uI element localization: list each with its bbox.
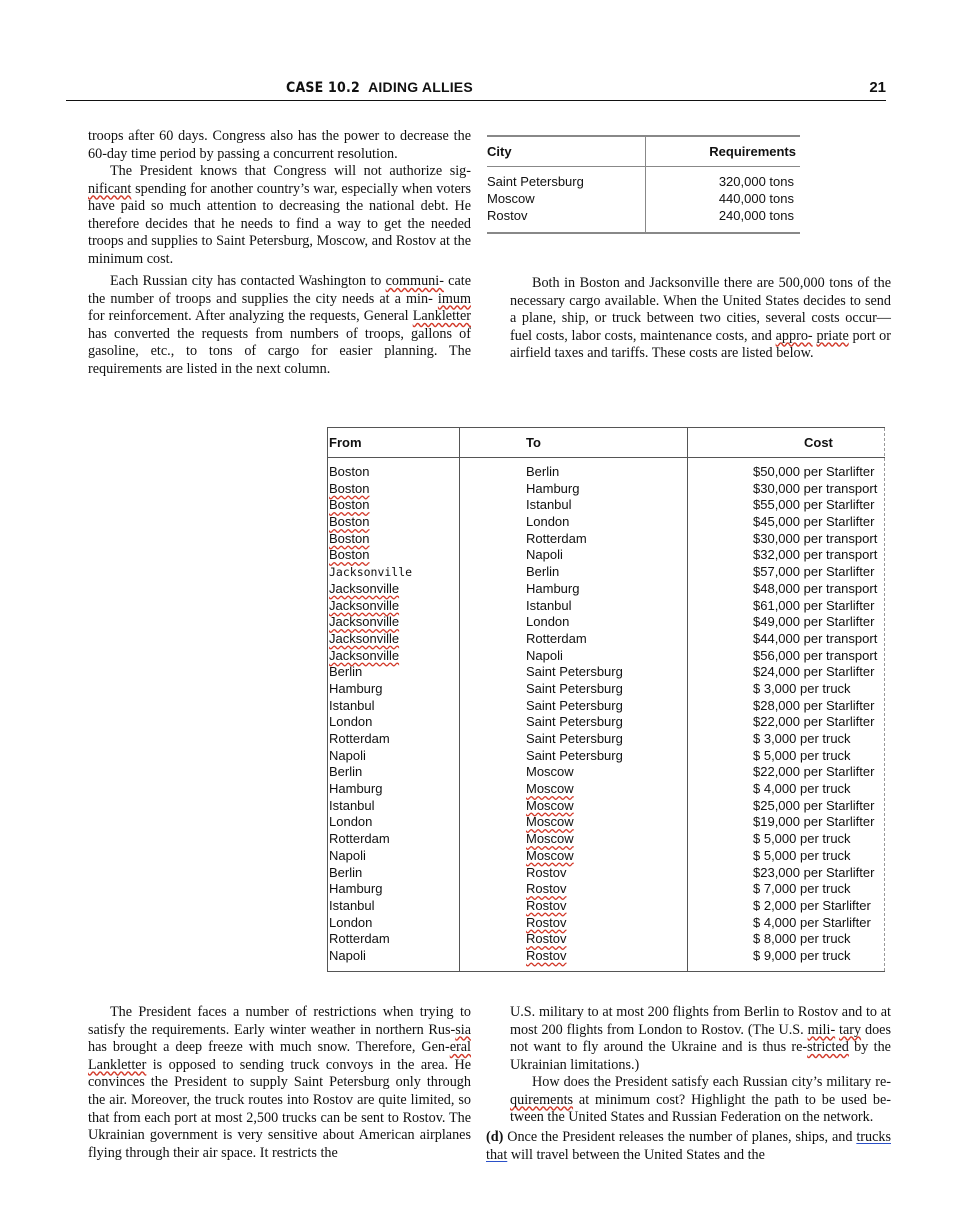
cost-cell: $32,000 per transport — [753, 547, 878, 563]
to-cell: Moscow — [526, 797, 574, 813]
to-cell: Napoli — [526, 547, 563, 563]
cost-cell: $56,000 per transport — [753, 647, 878, 663]
cost-cell: $45,000 per Starlifter — [753, 514, 875, 530]
misspelled-word: communi- — [385, 273, 444, 289]
paragraph-boston-jacksonville — [510, 275, 891, 363]
from-cell: Jacksonville — [329, 597, 400, 613]
cost-cell: $24,000 per Starlifter — [753, 664, 875, 680]
cost-table-row — [327, 664, 885, 681]
cost-cell: $ 7,000 per truck — [753, 881, 851, 897]
misspelled-word: stricted — [807, 1039, 849, 1056]
p8-c: will travel between the United States and the — [507, 1146, 765, 1163]
paragraph-president-knows — [88, 163, 471, 269]
to-cell: Saint Petersburg — [526, 664, 623, 680]
p6-g: by the Ukrainian limitations.) — [510, 1039, 891, 1073]
running-header — [66, 78, 886, 101]
to-cell: Moscow — [526, 781, 574, 797]
to-cell: Hamburg — [526, 580, 580, 596]
p3-g: has converted the requests from numbers of troops, gallons of gasoline, etc., to tons of cargo for easier planning. The requirements are listed in the next column. — [88, 325, 471, 377]
cost-cell: $22,000 per Starlifter — [753, 764, 875, 780]
paragraph-us-military — [510, 1004, 891, 1074]
to-cell: Saint Petersburg — [526, 747, 623, 763]
cost-table-header — [327, 428, 885, 458]
from-cell: Napoli — [329, 847, 366, 863]
to-cell: Berlin — [526, 464, 560, 479]
cost-cell: $ 8,000 per truck — [753, 931, 851, 947]
to-cell: Rostov — [526, 931, 567, 947]
cost-cell: $48,000 per transport — [753, 580, 878, 596]
cost-cell: $ 5,000 per truck — [753, 747, 851, 763]
cost-table-row — [327, 547, 885, 564]
p6-a: U.S. military to at most 200 flights from Berlin to Rostov and to at most 200 flights from London to Rostov. (The U.S. — [510, 1004, 891, 1038]
from-cell: Jacksonville — [329, 630, 400, 646]
cost-table-row — [327, 764, 885, 781]
cost-table-row — [327, 714, 885, 731]
p5-a: The President faces a number of restrictions when trying to satisfy the requirements. Early winter weather in northern Rus- — [88, 1004, 471, 1038]
cost-table-row — [327, 464, 885, 481]
requirement-column — [645, 167, 800, 232]
misspelled-word: nificant — [88, 180, 132, 197]
to-cell: Rostov — [526, 947, 567, 963]
cost-table-row — [327, 698, 885, 715]
city-column — [487, 167, 645, 232]
cost-table-row — [327, 681, 885, 698]
p5-e: is opposed to sending truck convoys in the area. He convinces the President to supply Saint Petersburg only through the air. Moreover, the truck routes into Rostov are quite limited, so that from each port at most 2,500 trucks can be sent to Rostov. The Ukrainian government is very sensitive about American airplanes flying through their air space. It restricts the — [88, 1056, 471, 1161]
requirements-table-body — [487, 167, 800, 232]
question-d-label: (d) — [486, 1129, 504, 1145]
cost-table-row — [327, 648, 885, 665]
cost-table-row — [327, 865, 885, 882]
from-cell: Istanbul — [329, 697, 375, 713]
cost-table-row — [327, 915, 885, 932]
misspelled-word: quirements — [510, 1091, 574, 1108]
cost-cell: $22,000 per Starlifter — [753, 714, 875, 730]
from-cell: Berlin — [329, 864, 363, 880]
cost-table-body — [327, 464, 885, 965]
cost-table-row — [327, 814, 885, 831]
misspelled-word: imum — [437, 290, 471, 307]
cost-cell: $44,000 per transport — [753, 630, 878, 646]
to-cell: Saint Petersburg — [526, 680, 623, 696]
from-cell: Jacksonville — [329, 647, 400, 663]
to-cell: Istanbul — [526, 497, 572, 513]
from-cell: Istanbul — [329, 797, 375, 813]
cost-cell: $61,000 per Starlifter — [753, 597, 875, 613]
misspelled-word: priate — [816, 327, 849, 344]
cost-table-row — [327, 514, 885, 531]
cost-table-row — [327, 831, 885, 848]
header-to: To — [526, 435, 541, 450]
cost-table-row — [327, 581, 885, 598]
cost-table-row — [327, 848, 885, 865]
misspelled-word: Lankletter — [412, 308, 471, 325]
city-cell: Moscow — [487, 191, 535, 206]
to-cell: Rotterdam — [526, 530, 587, 546]
cost-cell: $49,000 per Starlifter — [753, 614, 875, 630]
header-requirements: Requirements — [645, 137, 800, 166]
p4-e: port or airfield taxes and tariffs. These costs are listed below. — [510, 327, 891, 362]
to-cell: Rostov — [526, 881, 567, 897]
p7-a: How does the President satisfy each Russian city’s military re- — [532, 1074, 891, 1090]
from-cell: Napoli — [329, 947, 366, 963]
header-city: City — [487, 144, 512, 159]
p6-e: does not want to fly around the Ukraine and is thus re- — [510, 1021, 891, 1056]
from-cell: Boston — [329, 480, 370, 496]
requirements-table — [487, 135, 800, 234]
cost-cell: $55,000 per Starlifter — [753, 497, 875, 513]
requirement-cell: 320,000 tons — [718, 174, 794, 189]
cost-table-row — [327, 614, 885, 631]
cost-table-row — [327, 781, 885, 798]
cost-table-row — [327, 898, 885, 915]
p7-c: at minimum cost? Highlight the path to be used be- tween the United States and Russian Federation on the network. — [510, 1091, 891, 1126]
city-cell: Rostov — [487, 208, 528, 223]
from-cell: Boston — [329, 530, 370, 546]
from-cell: Berlin — [329, 764, 363, 780]
to-cell: Moscow — [526, 847, 574, 863]
cost-table-row — [327, 497, 885, 514]
to-cell: Rotterdam — [526, 630, 587, 646]
cost-table-row — [327, 564, 885, 581]
p3-c: cate the number of troops and supplies the city needs at a min- — [88, 273, 471, 307]
cost-table-row — [327, 948, 885, 965]
header-cost: Cost — [804, 435, 833, 450]
to-cell: London — [526, 614, 570, 630]
from-cell: Napoli — [329, 747, 366, 763]
to-cell: Rostov — [526, 864, 567, 880]
to-cell: Istanbul — [526, 597, 572, 613]
to-cell: London — [526, 514, 570, 530]
to-cell: Moscow — [526, 814, 574, 830]
cost-table-row — [327, 931, 885, 948]
paragraph-russian-city — [88, 273, 471, 379]
cost-cell: $ 3,000 per truck — [753, 731, 851, 746]
cost-cell: $ 5,000 per truck — [753, 831, 851, 847]
from-cell: Hamburg — [329, 781, 383, 797]
requirements-table-header — [487, 137, 800, 167]
cost-table-row — [327, 481, 885, 498]
cost-cell: $30,000 per transport — [753, 480, 878, 496]
to-cell: Saint Petersburg — [526, 731, 623, 746]
from-cell: Berlin — [329, 664, 363, 680]
to-cell: Saint Petersburg — [526, 697, 623, 713]
from-cell: Hamburg — [329, 881, 383, 897]
from-cell: Jacksonville — [329, 580, 400, 596]
from-cell: Jacksonville — [329, 565, 413, 580]
from-cell: London — [329, 714, 373, 730]
from-cell: Rotterdam — [329, 931, 390, 947]
p2-c: spending for another country’s war, especially when voters have paid so much attention to decreasing the national debt. He therefore decides that he needs to find a way to get the needed troops and supplies to Saint Petersburg, Moscow, and Rostov at the minimum cost. — [88, 180, 471, 267]
cost-cell: $30,000 per transport — [753, 530, 878, 546]
from-cell: Jacksonville — [329, 614, 400, 630]
to-cell: Saint Petersburg — [526, 714, 623, 730]
cost-cell: $ 3,000 per truck — [753, 680, 851, 696]
p8-a: Once the President releases the number of planes, ships, and — [503, 1129, 857, 1145]
from-cell: Istanbul — [329, 897, 375, 913]
cost-table-row — [327, 881, 885, 898]
cost-cell: $28,000 per Starlifter — [753, 697, 875, 713]
from-cell: London — [329, 814, 373, 830]
p2-a: The President knows that Congress will not authorize sig- — [110, 163, 471, 179]
to-cell: Rostov — [526, 914, 567, 930]
cost-table-row — [327, 798, 885, 815]
from-cell: Boston — [329, 514, 370, 530]
cost-table-row — [327, 598, 885, 615]
to-cell: Hamburg — [526, 480, 580, 496]
paragraph-restrictions — [88, 1004, 471, 1162]
from-cell: London — [329, 914, 373, 930]
to-cell: Rostov — [526, 897, 567, 913]
p1-text: troops after 60 days. Congress also has the power to decrease the 60-day time period by passing a concurrent resolution. — [88, 128, 471, 162]
cost-cell: $ 4,000 per truck — [753, 781, 851, 797]
misspelled-word: appro- — [775, 327, 813, 344]
from-cell: Boston — [329, 547, 370, 563]
p4-a: Both in Boston and Jacksonville there are 500,000 tons of the necessary cargo available. When the United States decides to send a plane, ship, or truck between two cities, several costs occur—fuel costs, labor costs, maintenance costs, and — [510, 275, 891, 344]
from-cell: Boston — [329, 464, 370, 479]
case-heading — [286, 79, 473, 96]
misspelled-word: eral Lankletter — [88, 1039, 471, 1073]
paragraph-continued — [88, 128, 471, 163]
cost-cell: $ 2,000 per Starlifter — [753, 897, 871, 913]
cost-cell: $ 4,000 per Starlifter — [753, 914, 871, 930]
city-cell: Saint Petersburg — [487, 174, 584, 189]
cost-table-row — [327, 531, 885, 548]
cost-cell: $25,000 per Starlifter — [753, 797, 875, 813]
cost-cell: $19,000 per Starlifter — [753, 814, 875, 830]
misspelled-word: sia — [455, 1021, 471, 1038]
cost-cell: $ 5,000 per truck — [753, 847, 851, 863]
page-number: 21 — [869, 79, 886, 96]
paragraph-question-d — [486, 1129, 891, 1164]
from-cell: Hamburg — [329, 680, 383, 696]
grammar-flagged-phrase: trucks that — [486, 1129, 891, 1163]
cost-cell: $50,000 per Starlifter — [753, 464, 875, 479]
from-cell: Boston — [329, 497, 370, 513]
case-label: CASE 10.2 — [286, 80, 360, 96]
misspelled-word: tary — [839, 1021, 862, 1038]
requirement-cell: 240,000 tons — [718, 208, 794, 223]
to-cell: Berlin — [526, 564, 560, 580]
to-cell: Moscow — [526, 764, 574, 780]
cost-table-row — [327, 631, 885, 648]
cost-table-row — [327, 748, 885, 765]
p5-c: has brought a deep freeze with much snow. Therefore, Gen- — [88, 1039, 450, 1056]
cost-cell: $23,000 per Starlifter — [753, 864, 875, 880]
to-cell: Moscow — [526, 831, 574, 847]
cost-table-row — [327, 731, 885, 748]
from-cell: Rotterdam — [329, 731, 390, 746]
cost-table — [327, 427, 885, 972]
header-from: From — [329, 435, 362, 450]
cost-cell: $ 9,000 per truck — [753, 947, 851, 963]
requirement-cell: 440,000 tons — [718, 191, 794, 206]
case-title: AIDING ALLIES — [368, 79, 473, 95]
misspelled-word: mili- — [807, 1021, 836, 1038]
p3-a: Each Russian city has contacted Washington to — [110, 273, 386, 289]
paragraph-question-c — [510, 1074, 891, 1127]
cost-cell: $57,000 per Starlifter — [753, 564, 875, 580]
p3-e: for reinforcement. After analyzing the requests, General — [88, 308, 413, 325]
to-cell: Napoli — [526, 647, 563, 663]
from-cell: Rotterdam — [329, 831, 390, 847]
